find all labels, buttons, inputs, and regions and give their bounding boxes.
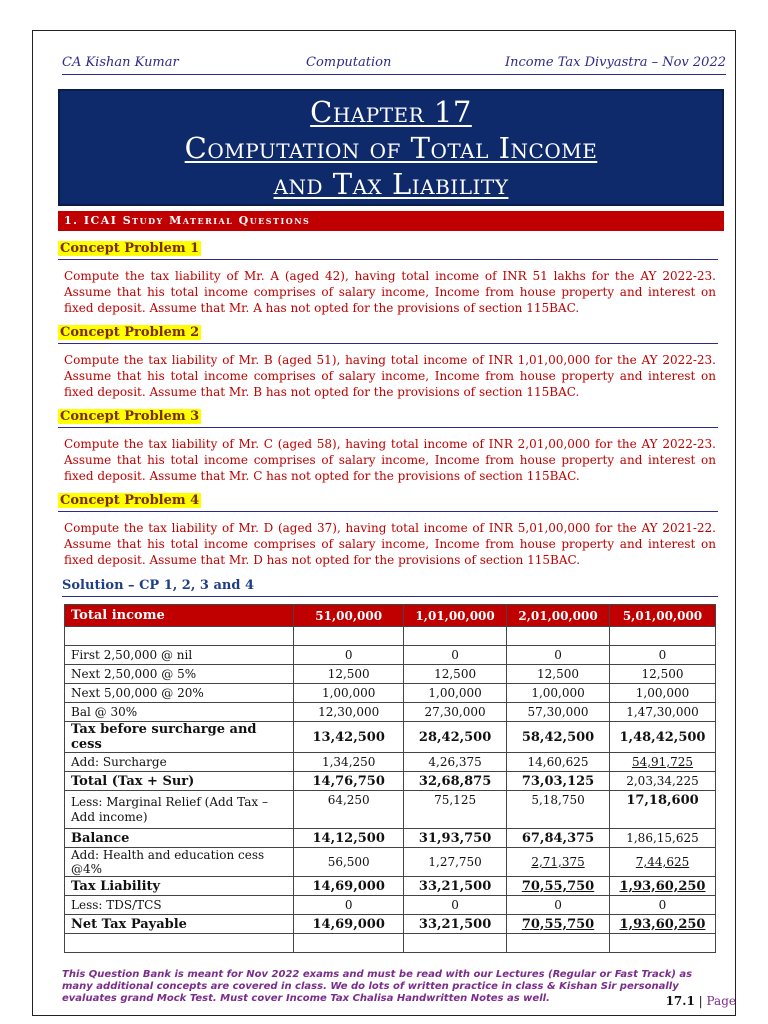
row-label: Net Tax Payable	[65, 915, 294, 934]
solution-heading: Solution – CP 1, 2, 3 and 4	[62, 578, 718, 597]
row-label: Balance	[65, 829, 294, 848]
cell	[610, 934, 716, 953]
table-header-row	[65, 605, 716, 627]
cell: 32,68,875	[404, 772, 507, 791]
cell: 0	[610, 646, 716, 665]
table-row	[65, 627, 716, 646]
cell: 14,60,625	[507, 753, 610, 772]
cell: 0	[507, 646, 610, 665]
table-row	[65, 646, 716, 665]
cell: 17,18,600	[610, 791, 716, 829]
concept-problem-title: Concept Problem 4	[60, 493, 200, 508]
cell: 12,30,000	[294, 703, 404, 722]
cell: 12,500	[294, 665, 404, 684]
header-cell: 5,01,00,000	[610, 605, 716, 627]
cell: 57,30,000	[507, 703, 610, 722]
table-row	[65, 829, 716, 848]
chapter-title-line-1: Computation of Total Income	[184, 131, 598, 165]
cell: 1,86,15,625	[610, 829, 716, 848]
row-label: Add: Surcharge	[65, 753, 294, 772]
concept-problem-text: Compute the tax liability of Mr. A (aged 42), having total income of INR 51 lakhs for the AY 2022-23. Assume that his total income comprises of salary income, Income from house property and interest on fixed deposit. Assume that Mr. A has not opted for the provisions of section 115BAC.	[64, 269, 716, 315]
concept-problem-title: Concept Problem 3	[60, 409, 200, 424]
row-label: First 2,50,000 @ nil	[65, 646, 294, 665]
chapter-number: Chapter 17	[310, 95, 472, 129]
row-label: Tax Liability	[65, 877, 294, 896]
page-label: Page	[706, 994, 736, 1008]
header-cell: Total income	[65, 605, 294, 627]
cell	[294, 934, 404, 953]
table-row	[65, 915, 716, 934]
table-row	[65, 684, 716, 703]
cell: 1,48,42,500	[610, 722, 716, 753]
row-label: Add: Health and education cess @4%	[65, 848, 294, 877]
cell: 12,500	[404, 665, 507, 684]
cell: 1,93,60,250	[610, 915, 716, 934]
cell: 14,12,500	[294, 829, 404, 848]
concept-problem-heading	[58, 241, 718, 260]
row-label	[65, 627, 294, 646]
table-row	[65, 896, 716, 915]
concept-problem-text: Compute the tax liability of Mr. C (aged 58), having total income of INR 2,01,00,000 for the AY 2022-23. Assume that his total income comprises of salary income, Income from house property and interest on fixed deposit. Assume that Mr. C has not opted for the provisions of section 115BAC.	[64, 437, 716, 483]
cell: 67,84,375	[507, 829, 610, 848]
table-row	[65, 877, 716, 896]
cell: 75,125	[404, 791, 507, 829]
table-row	[65, 703, 716, 722]
chapter-title-line-2: and Tax Liability	[273, 167, 509, 201]
cell	[404, 934, 507, 953]
page-number-value: 17.1	[665, 994, 695, 1008]
cell	[610, 627, 716, 646]
cell: 4,26,375	[404, 753, 507, 772]
row-label: Less: Marginal Relief (Add Tax – Add income)	[65, 791, 294, 829]
cell: 12,500	[507, 665, 610, 684]
cell: 0	[404, 646, 507, 665]
row-label: Total (Tax + Sur)	[65, 772, 294, 791]
cell: 1,00,000	[404, 684, 507, 703]
cell	[507, 934, 610, 953]
header-cell: 2,01,00,000	[507, 605, 610, 627]
running-header	[62, 52, 726, 75]
cell: 0	[507, 896, 610, 915]
cell: 14,69,000	[294, 915, 404, 934]
concept-problem-text: Compute the tax liability of Mr. B (aged 51), having total income of INR 1,01,00,000 for the AY 2022-23. Assume that his total income comprises of salary income, Income from house property and interest on fixed deposit. Assume that Mr. B has not opted for the provisions of section 115BAC.	[64, 353, 716, 399]
row-label	[65, 934, 294, 953]
table-row	[65, 934, 716, 953]
row-label: Bal @ 30%	[65, 703, 294, 722]
row-label: Less: TDS/TCS	[65, 896, 294, 915]
cell: 1,00,000	[507, 684, 610, 703]
cell	[294, 627, 404, 646]
chapter-title-box	[58, 89, 724, 206]
concept-problem-title: Concept Problem 2	[60, 325, 200, 340]
cell: 1,47,30,000	[610, 703, 716, 722]
concept-problem-heading	[58, 409, 718, 428]
header-book-title: Income Tax Divyastra – Nov 2022	[504, 55, 726, 70]
cell: 73,03,125	[507, 772, 610, 791]
cell: 0	[294, 896, 404, 915]
cell: 70,55,750	[507, 915, 610, 934]
cell: 28,42,500	[404, 722, 507, 753]
cell: 27,30,000	[404, 703, 507, 722]
cell: 31,93,750	[404, 829, 507, 848]
cell: 7,44,625	[610, 848, 716, 877]
cell: 33,21,500	[404, 915, 507, 934]
tax-computation-table	[64, 604, 716, 953]
cell: 1,00,000	[610, 684, 716, 703]
row-label: Tax before surcharge and cess	[65, 722, 294, 753]
table-row	[65, 722, 716, 753]
table-row	[65, 665, 716, 684]
section-heading: 1. ICAI Study Material Questions	[58, 211, 724, 231]
cell: 33,21,500	[404, 877, 507, 896]
table-row	[65, 791, 716, 829]
cell: 1,27,750	[404, 848, 507, 877]
cell: 64,250	[294, 791, 404, 829]
table-row	[65, 848, 716, 877]
concept-problem-heading	[58, 493, 718, 512]
header-cell: 51,00,000	[294, 605, 404, 627]
cell: 2,03,34,225	[610, 772, 716, 791]
cell: 58,42,500	[507, 722, 610, 753]
cell: 0	[610, 896, 716, 915]
cell: 14,76,750	[294, 772, 404, 791]
header-topic: Computation	[306, 55, 392, 70]
cell: 2,71,375	[507, 848, 610, 877]
concept-problem-text: Compute the tax liability of Mr. D (aged 37), having total income of INR 5,01,00,000 for the AY 2021-22. Assume that his total income comprises of salary income, Income from house property and interest on fixed deposit. Assume that Mr. D has not opted for the provisions of section 115BAC.	[64, 521, 716, 567]
page-separator: |	[698, 994, 703, 1008]
cell: 70,55,750	[507, 877, 610, 896]
cell: 13,42,500	[294, 722, 404, 753]
concept-problem-title: Concept Problem 1	[60, 241, 200, 256]
cell	[404, 627, 507, 646]
header-author: CA Kishan Kumar	[62, 55, 179, 70]
page-number	[666, 994, 736, 1008]
header-cell: 1,01,00,000	[404, 605, 507, 627]
row-label: Next 2,50,000 @ 5%	[65, 665, 294, 684]
cell: 5,18,750	[507, 791, 610, 829]
cell: 12,500	[610, 665, 716, 684]
cell: 1,00,000	[294, 684, 404, 703]
cell: 54,91,725	[610, 753, 716, 772]
footer-note: This Question Bank is meant for Nov 2022 exams and must be read with our Lectures (Regular or Fast Track) as many additional concepts are covered in class. We do lots of written practice in class & Kishan Sir personally evaluates grand Mock Test. Must cover Income Tax Chalisa Handwritten Notes as well.	[62, 969, 693, 1004]
cell: 14,69,000	[294, 877, 404, 896]
concept-problem-heading	[58, 325, 718, 344]
row-label: Next 5,00,000 @ 20%	[65, 684, 294, 703]
cell: 1,34,250	[294, 753, 404, 772]
cell	[507, 627, 610, 646]
table-row	[65, 772, 716, 791]
cell: 0	[294, 646, 404, 665]
cell: 0	[404, 896, 507, 915]
table-row	[65, 753, 716, 772]
cell: 56,500	[294, 848, 404, 877]
cell: 1,93,60,250	[610, 877, 716, 896]
